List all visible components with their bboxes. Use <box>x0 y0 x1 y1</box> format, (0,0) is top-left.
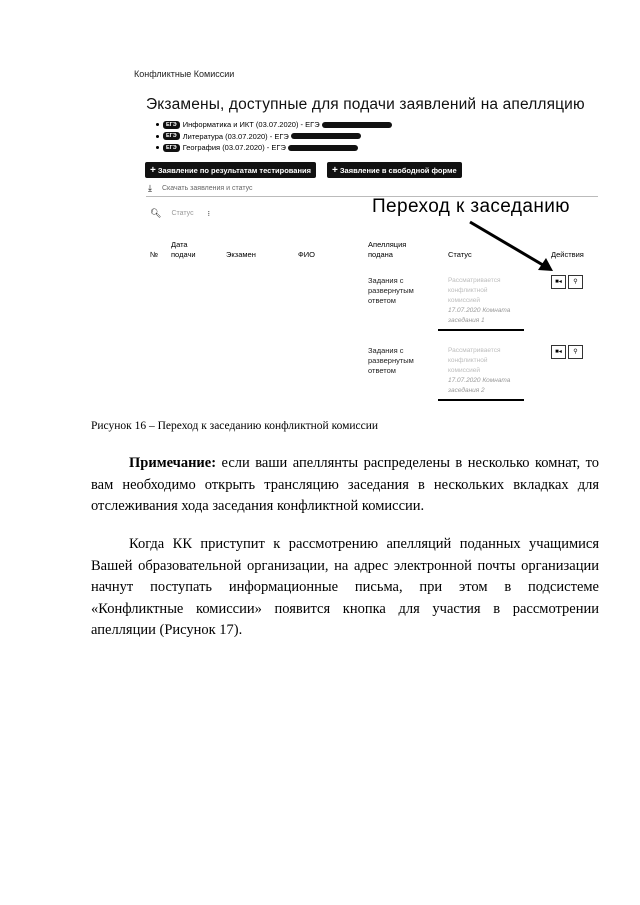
status-line: Рассматривается <box>448 347 501 354</box>
status-line: комиссией <box>448 297 481 304</box>
col-header-actions: Действия <box>551 250 584 259</box>
status-room: заседания 1 <box>448 317 485 324</box>
col-header-appeal <box>368 240 406 260</box>
page-heading: Экзамены, доступные для подачи заявлений на апелляцию <box>146 96 585 113</box>
plus-icon: + <box>332 164 338 176</box>
video-camera-icon[interactable]: ■◂ <box>551 345 566 359</box>
status-line: конфликтной <box>448 287 488 294</box>
col-header-date-line1: Дата <box>171 240 188 249</box>
status-line: комиссией <box>448 367 481 374</box>
body-text: Когда КК приступит к рассмотрению апелляций поданных учащимися Вашей образовательной организации, на адрес электронной почты организации начнут поступать информационные письма, при этом в подсистеме «Конфликтные комиссии» появится кнопка для участия в рассмотрении апелляции (Рисунок 17). <box>91 536 599 638</box>
status-date: 17.07.2020 Комната <box>448 377 511 384</box>
exam-label: География (03.07.2020) - ЕГЭ <box>182 143 286 152</box>
callout-label: Переход к заседанию <box>372 196 570 217</box>
table-row-status <box>448 276 510 326</box>
table-row-appeal <box>368 346 414 376</box>
button-label: Заявление в свободной форме <box>339 165 457 175</box>
status-line: Рассматривается <box>448 277 501 284</box>
note-label: Примечание: <box>129 455 217 471</box>
filter-toggle-icon[interactable]: ⁝ <box>207 209 210 218</box>
appeal-line: ответом <box>368 366 396 375</box>
col-header-num: № <box>150 250 159 259</box>
status-underline <box>438 399 524 401</box>
exam-tag: ЕГЭ <box>163 132 180 140</box>
col-header-appeal-line1: Апелляция <box>368 240 407 249</box>
search-icon[interactable]: ⚲ <box>568 275 583 289</box>
exam-label: Литература (03.07.2020) - ЕГЭ <box>182 131 289 141</box>
row-actions <box>551 345 583 359</box>
status-filter-input[interactable]: Статус <box>171 210 194 217</box>
search-icon[interactable]: ⚲ <box>568 345 583 359</box>
exam-tag: ЕГЭ <box>163 144 180 152</box>
download-link[interactable]: Скачать заявления и статус <box>161 185 253 192</box>
status-line: конфликтной <box>448 357 488 364</box>
button-label: Заявление по результатам тестирования <box>157 165 311 175</box>
appeal-line: развернутым <box>368 286 414 295</box>
appeal-line: ответом <box>368 296 396 305</box>
table-row-appeal <box>368 276 414 306</box>
figure-caption: Рисунок 16 – Переход к заседанию конфликтной комиссии <box>91 420 379 432</box>
plus-icon: + <box>150 164 156 176</box>
video-camera-icon[interactable]: ■◂ <box>551 275 566 289</box>
col-header-status: Статус <box>448 250 472 259</box>
col-header-date <box>171 240 196 260</box>
download-icon[interactable]: ⤓ <box>148 183 152 193</box>
status-room: заседания 2 <box>448 387 485 394</box>
appeal-line: Задания с <box>368 276 404 285</box>
body-paragraph <box>91 534 599 642</box>
col-header-fio: ФИО <box>298 250 315 259</box>
note-paragraph <box>91 453 599 518</box>
search-icon[interactable]: 🔍︎ <box>150 208 162 218</box>
row-actions <box>551 275 583 289</box>
appeal-line: Задания с <box>368 346 404 355</box>
exam-tag: ЕГЭ <box>163 121 180 129</box>
exam-label: Информатика и ИКТ (03.07.2020) - ЕГЭ <box>182 120 320 129</box>
col-header-appeal-line2: подана <box>368 250 393 259</box>
status-underline <box>438 329 524 331</box>
appeal-line: развернутым <box>368 356 414 365</box>
note-text: если ваши апеллянты распределены в несколько комнат, то вам необходимо открыть трансляцию заседания в нескольких вкладках для отслеживания хода заседания конфликтной комиссии. <box>91 455 599 514</box>
app-title: Конфликтные Комиссии <box>134 69 235 79</box>
col-header-exam: Экзамен <box>226 250 256 259</box>
status-date: 17.07.2020 Комната <box>448 307 511 314</box>
table-row-status <box>448 346 510 396</box>
col-header-date-line2: подачи <box>171 250 196 259</box>
